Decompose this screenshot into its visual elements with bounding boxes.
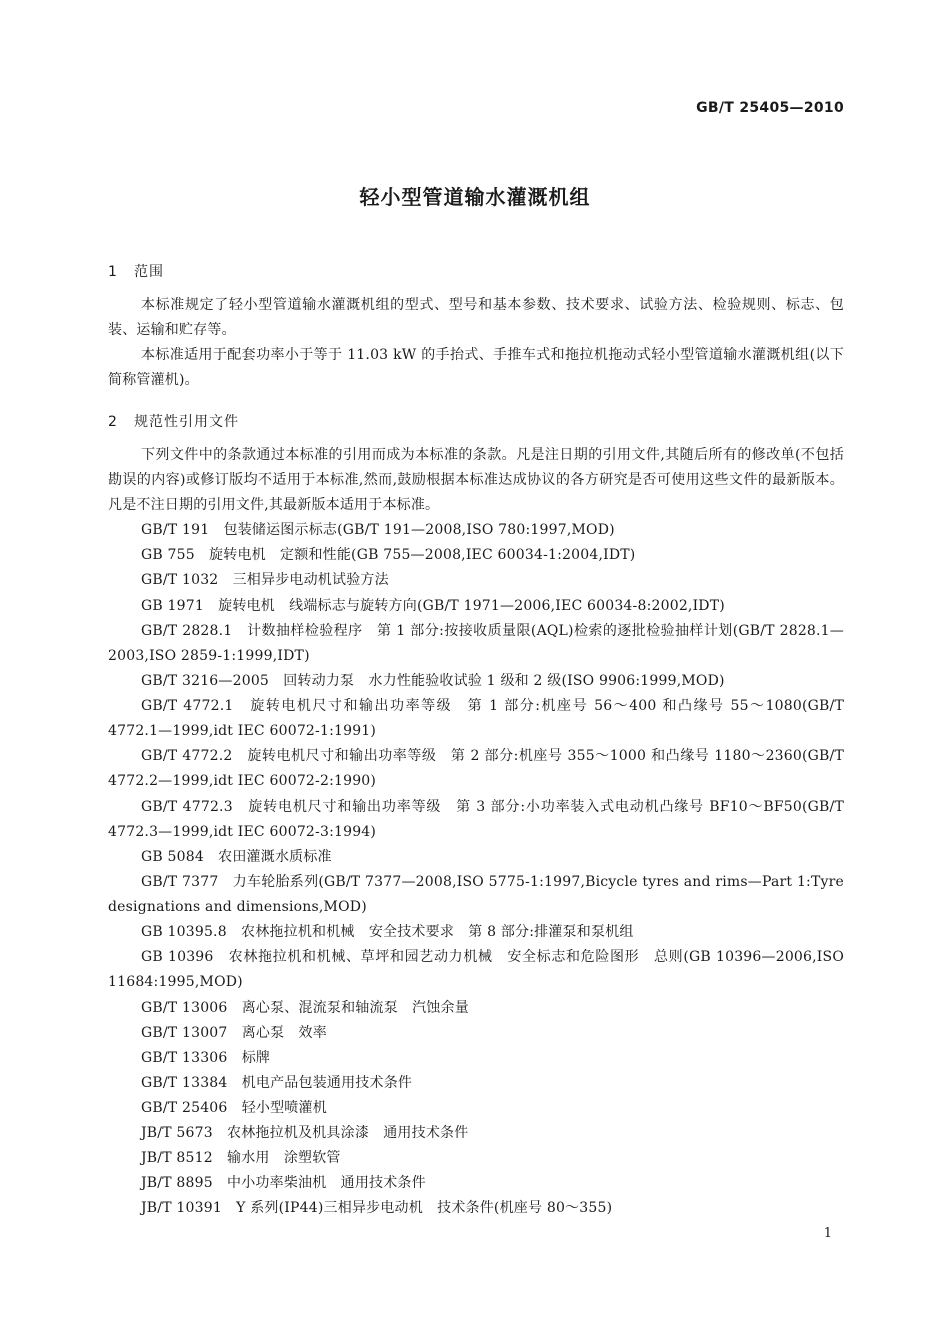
reference-item: GB/T 13006 离心泵、混流泵和轴流泵 汽蚀余量 <box>141 1000 469 1016</box>
reference-item: GB/T 13306 标牌 <box>141 1050 271 1066</box>
section-2-intro: 下列文件中的条款通过本标准的引用而成为本标准的条款。凡是注日期的引用文件,其随后所有的修改单(不包括勘误的内容)或修订版均不适用于本标准,然而,鼓励根据本标准达成协议的各方研究是否可使用这些文件的最新版本。凡是不注日期的引用文件,其最新版本适用于本标准。 <box>108 447 844 513</box>
reference-item: GB 10396 农林拖拉机和机械、草坪和园艺动力机械 安全标志和危险图形 总则(GB 10396—2006,ISO 11684:1995,MOD) <box>108 949 844 990</box>
reference-item: JB/T 8512 输水用 涂塑软管 <box>141 1150 341 1166</box>
reference-item: GB/T 3216—2005 回转动力泵 水力性能验收试验 1 级和 2 级(ISO 9906:1999,MOD) <box>141 673 725 689</box>
section-1-heading <box>108 261 164 281</box>
reference-item: GB/T 4772.1 旋转电机尺寸和输出功率等级 第 1 部分:机座号 56～400 和凸缘号 55～1080(GB/T 4772.1—1999,idt IEC 60072-1:1991) <box>108 698 844 739</box>
reference-item: GB/T 4772.3 旋转电机尺寸和输出功率等级 第 3 部分:小功率装入式电动机凸缘号 BF10～BF50(GB/T 4772.3—1999,idt IEC 60072-3:1994) <box>108 799 844 840</box>
section-2-title: 规范性引用文件 <box>134 414 239 430</box>
reference-item: GB/T 7377 力车轮胎系列(GB/T 7377—2008,ISO 5775-1:1997,Bicycle tyres and rims—Part 1:Tyre designations and dimensions,MOD) <box>108 874 844 915</box>
reference-item: JB/T 8895 中小功率柴油机 通用技术条件 <box>141 1175 426 1191</box>
section-2-heading <box>108 411 239 431</box>
reference-item: GB/T 25406 轻小型喷灌机 <box>141 1100 327 1116</box>
section-1-paragraph-1: 本标准规定了轻小型管道输水灌溉机组的型式、型号和基本参数、技术要求、试验方法、检验规则、标志、包装、运输和贮存等。 <box>108 297 844 338</box>
reference-item: GB 5084 农田灌溉水质标准 <box>141 849 332 865</box>
standard-code: GB/T 25405—2010 <box>696 100 844 116</box>
reference-item: GB/T 1032 三相异步电动机试验方法 <box>141 572 389 588</box>
reference-item: JB/T 10391 Y 系列(IP44)三相异步电动机 技术条件(机座号 80～355) <box>141 1200 613 1216</box>
reference-item: GB/T 2828.1 计数抽样检验程序 第 1 部分:按接收质量限(AQL)检索的逐批检验抽样计划(GB/T 2828.1—2003,ISO 2859-1:1999,IDT) <box>108 623 844 664</box>
reference-item: GB 10395.8 农林拖拉机和机械 安全技术要求 第 8 部分:排灌泵和泵机组 <box>141 924 634 940</box>
reference-item: GB 1971 旋转电机 线端标志与旋转方向(GB/T 1971—2006,IEC 60034-8:2002,IDT) <box>141 598 725 614</box>
page-number: 1 <box>823 1226 832 1241</box>
section-1-number: 1 <box>108 264 117 280</box>
reference-item: GB/T 13384 机电产品包装通用技术条件 <box>141 1075 413 1091</box>
reference-item: GB/T 13007 离心泵 效率 <box>141 1025 327 1041</box>
document-title: 轻小型管道输水灌溉机组 <box>359 185 591 209</box>
reference-item: GB/T 191 包装储运图示标志(GB/T 191—2008,ISO 780:1997,MOD) <box>141 522 615 538</box>
section-1-title: 范围 <box>134 264 164 280</box>
section-1-paragraph-2: 本标准适用于配套功率小于等于 11.03 kW 的手抬式、手推车式和拖拉机拖动式轻小型管道输水灌溉机组(以下简称管灌机)。 <box>108 347 844 388</box>
reference-item: GB 755 旋转电机 定额和性能(GB 755—2008,IEC 60034-1:2004,IDT) <box>141 547 636 563</box>
reference-item: JB/T 5673 农林拖拉机及机具涂漆 通用技术条件 <box>141 1125 469 1141</box>
section-2-number: 2 <box>108 414 117 430</box>
reference-item: GB/T 4772.2 旋转电机尺寸和输出功率等级 第 2 部分:机座号 355～1000 和凸缘号 1180～2360(GB/T 4772.2—1999,idt IEC 60072-2:1990) <box>108 748 844 789</box>
